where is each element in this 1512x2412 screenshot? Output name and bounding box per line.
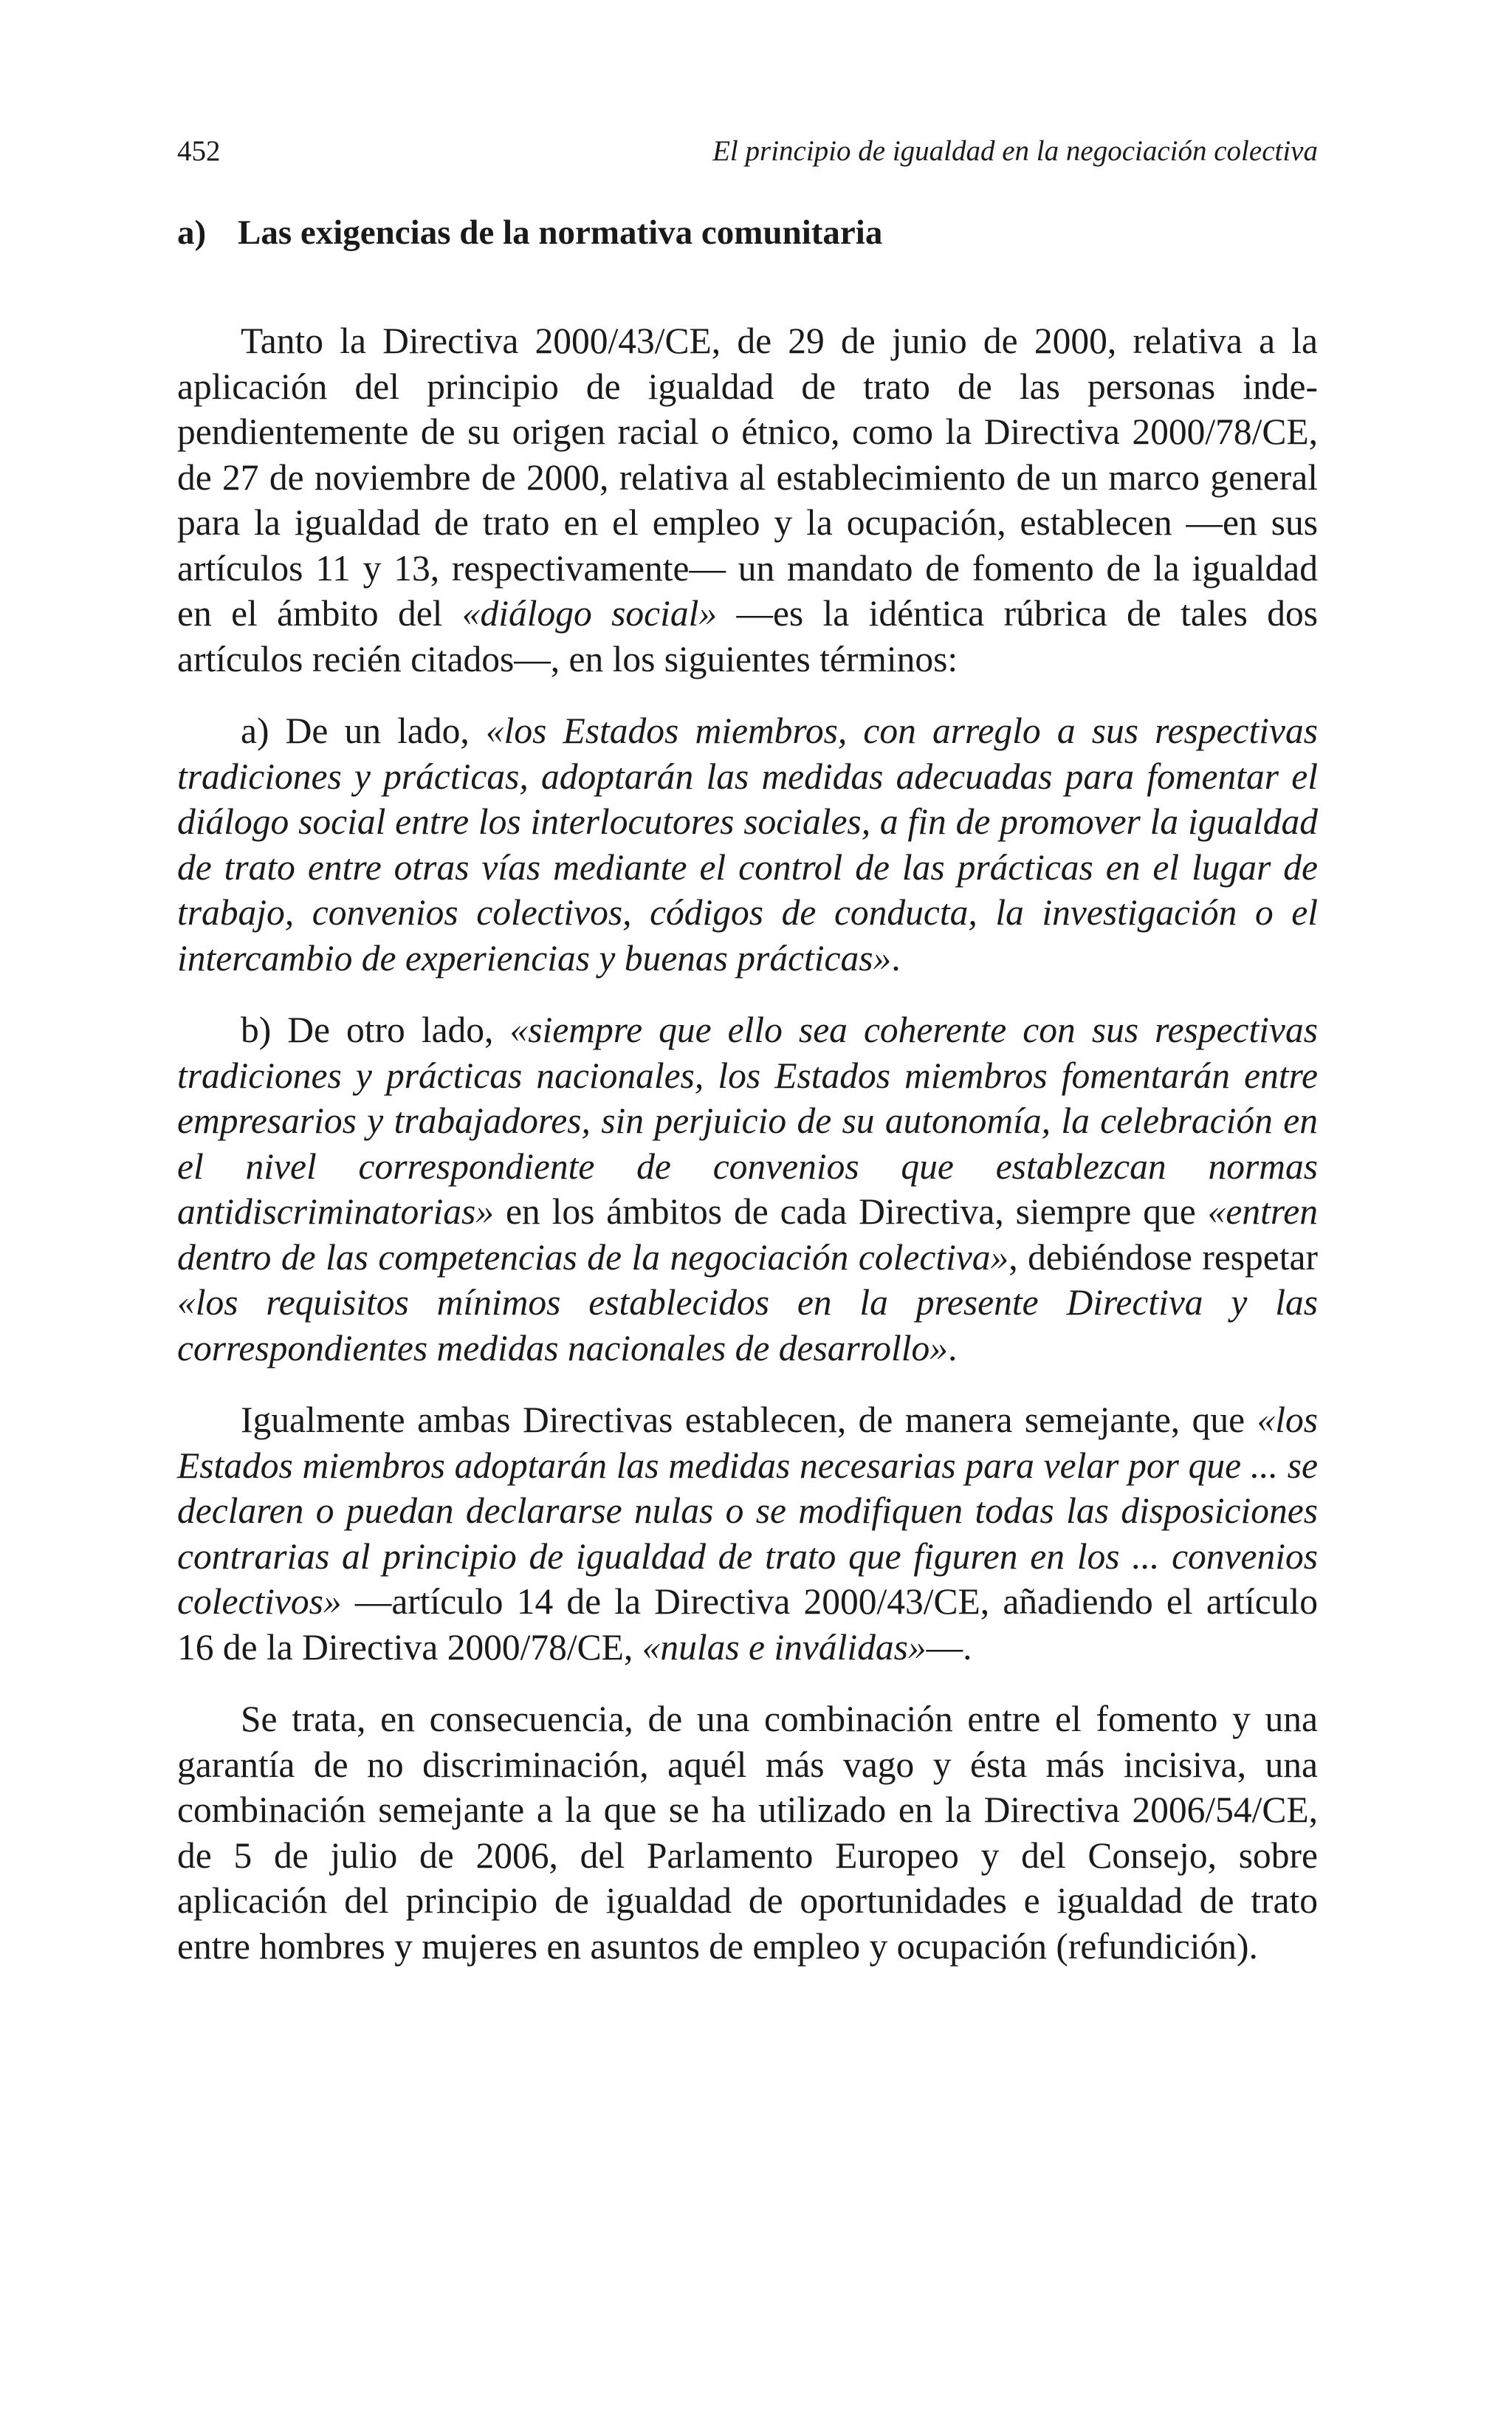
paragraph-4: Igualmente ambas Directivas establecen, de manera semejante, que «los Estados miembros adoptarán las medidas necesarias para velar por que ... se declaren o puedan declararse nulas o se modifiquen todas las disposiciones contrarias al principio de igualdad de trato que figuren en los ... convenios colectivos» —artículo 14 de la Directiva 2000/43/CE, añadiendo el artículo 16 de la Directiva 2000/78/CE, «nulas e inválidas»—. (177, 1399, 1318, 1668)
paragraph-3: b) De otro lado, «siempre que ello sea coherente con sus respectivas tradiciones y prácticas nacionales, los Estados miembros fomentarán entre empresarios y trabajadores, sin perjuicio de su autonomía, la celebración en el nivel correspondiente de convenios que establezcan normas antidiscriminatorias» en los ámbitos de cada Directiva, siempre que «entren dentro de las competencias de la negociación colectiva», debiéndose respetar «los requisitos mínimos establecidos en la presente Directiva y las correspondientes medidas nacionales de desarrollo». (177, 1010, 1318, 1368)
paragraph-1: Tanto la Directiva 2000/43/CE, de 29 de junio de 2000, relativa a la aplicación del principio de igualdad de trato de las personas independientemente de su origen racial o étnico, como la Directiva 2000/78/CE, de 27 de noviembre de 2000, relativa al establecimiento de un marco general para la igualdad de trato en el empleo y la ocupación, establecen —en sus artículos 11 y 13, respectivamente— un mandato de fomento de la igualdad en el ámbito del «diálogo social» —es la idéntica rúbrica de tales dos artículos recién citados—, en los siguientes términos: (177, 321, 1318, 679)
running-header (177, 133, 1318, 170)
paragraph-2: a) De un lado, «los Estados miembros, con arreglo a sus respectivas tradiciones y prácticas, adoptarán las medidas adecuadas para fomentar el diálogo social entre los interlocutores sociales, a fin de promover la igualdad de trato entre otras vías mediante el control de las prácticas en el lugar de trabajo, convenios colectivos, códigos de conducta, la investigación o el intercambio de experiencias y buenas prácticas». (177, 710, 1318, 979)
section-marker: a) (177, 213, 207, 252)
body-text (177, 318, 1318, 1969)
page-number: 452 (177, 135, 221, 167)
section-heading (177, 210, 1318, 255)
section-title: Las exigencias de la normativa comunitaria (238, 213, 883, 252)
paragraph-5: Se trata, en consecuencia, de una combinación entre el fomento y una garantía de no discriminación, aquél más vago y ésta más incisiva, una combinación semejante a la que se ha utilizado en la Directiva 2006/54/CE, de 5 de julio de 2006, del Parlamento Europeo y del Consejo, sobre aplicación del principio de igualdad de oportunidades e igualdad de trato entre hombres y mujeres en asuntos de empleo y ocupación (refundición). (177, 1699, 1318, 1967)
running-title: El principio de igualdad en la negociación colectiva (712, 135, 1318, 167)
book-page (177, 133, 1318, 1995)
